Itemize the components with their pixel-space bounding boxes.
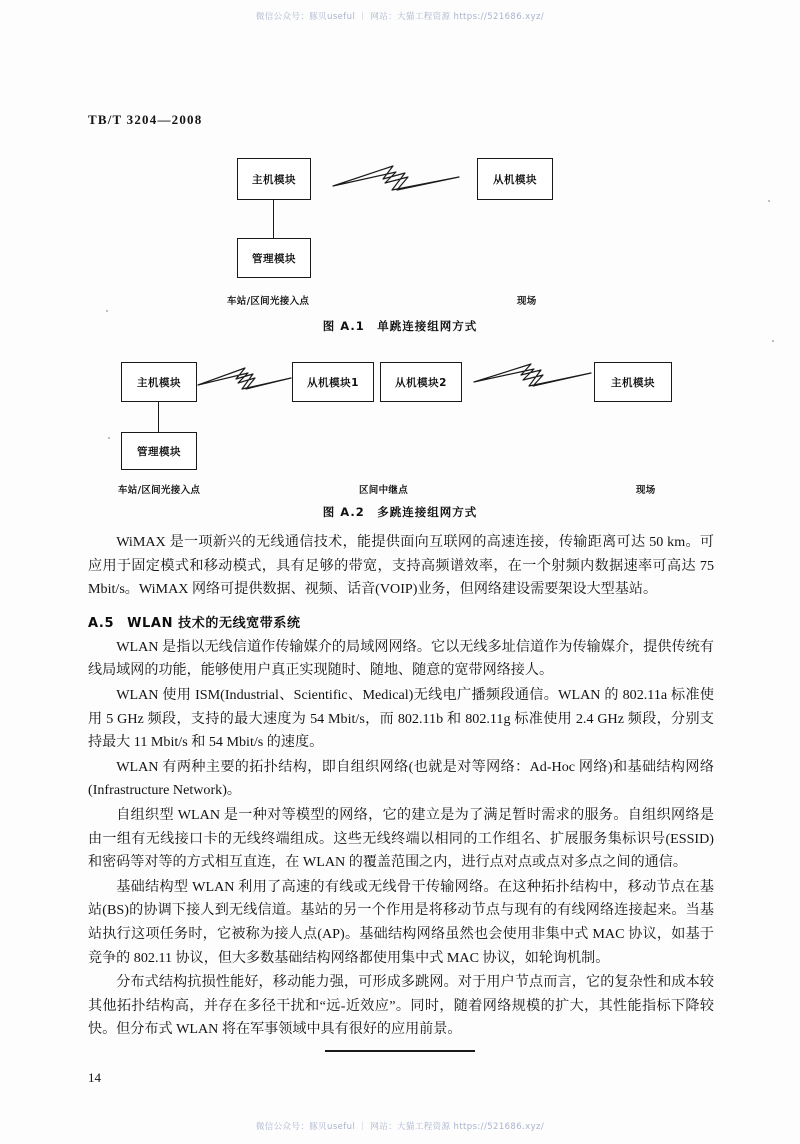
figure-a2-wireless-link-icon-right xyxy=(473,360,593,394)
zone-label-text: 车站/区间光接入点 xyxy=(227,296,310,307)
figure-a2-node-management-module xyxy=(121,432,197,470)
node-label: 主机模块 xyxy=(137,376,181,389)
section-number: A.5 xyxy=(88,615,115,631)
paragraph-wimax: WiMAX 是一项新兴的无线通信技术，能提供面向互联网的高速连接，传输距离可达 50 km。可应用于固定模式和移动模式，具有足够的带宽，支持高频谱效率，在一个射频内数据速率可高达 75 Mbit/s。WiMAX 网络可提供数据、视频、话音(VOIP)业务，但网络建设需要架设大型基站。 xyxy=(88,534,714,598)
figure-a2-node-host-module xyxy=(121,362,197,402)
body-text xyxy=(88,531,714,1043)
paragraph-adhoc-wlan: 自组织型 WLAN 是一种对等模型的网络，它的建立是为了满足暂时需求的服务。自组织网络是由一组有无线接口卡的无线终端组成。这些无线终端以相同的工作组名、扩展服务集标识号(ESSID)和密码等对等的方式相互直连，在 WLAN 的覆盖范围之内，进行点对点或点对多点之间的通信。 xyxy=(88,806,714,871)
standard-number-header: TB/T 3204—2008 xyxy=(88,112,203,127)
watermark-bottom: 微信公众号：豚贝useful ｜ 网站：大猫工程资源 https://521686.xyz/ xyxy=(255,1122,545,1132)
figure-a1-zone-field-site xyxy=(517,293,537,307)
figure-a2-node-slave-module-1 xyxy=(292,362,374,402)
scan-speck xyxy=(106,310,108,312)
paragraph-wlan-definition: WLAN 是指以无线信道作传输媒介的局域网网络。它以无线多址信道作为传输媒介，提供传统有线局域网的功能，能够使用户真正实现随时、随地、随意的宽带网络接人。 xyxy=(88,638,714,679)
node-label: 从机模块 xyxy=(493,173,537,186)
scan-speck xyxy=(768,200,770,202)
paragraph-wlan-topologies: WLAN 有两种主要的拓扑结构，即自组织网络(也就是对等网络：Ad-Hoc 网络)和基础结构网络(Infrastructure Network)。 xyxy=(88,758,714,799)
figure-a2-zone-section-relay-point xyxy=(359,482,408,496)
figure-a1-diagram xyxy=(0,150,800,305)
figure-a2-diagram xyxy=(0,352,800,496)
figure-a1-node-host-module xyxy=(237,158,311,200)
figure-a2-zone-field-site xyxy=(636,482,656,496)
paragraph-infrastructure-wlan: 基础结构型 WLAN 利用了高速的有线或无线骨干传输网络。在这种拓扑结构中，移动节点在基站(BS)的协调下接人到无线信道。基站的另一个作用是将移动节点与现有的有线网络连接起来。当基站执行这项任务时，它被称为接人点(AP)。基础结构网络虽然也会使用非集中式 MAC 协议，如基于竞争的 802.11 协议，但大多数基础结构网络都使用集中式 MAC 协议，如轮询机制。 xyxy=(88,878,714,966)
figure-a1-caption: 图 A.1 单跳连接组网方式 xyxy=(322,319,478,333)
paragraph-wlan-ism-bands: WLAN 使用 ISM(Industrial、Scientific、Medical)无线电广播频段通信。WLAN 的 802.11a 标准使用 5 GHz 频段，支持的最大速度为 54 Mbit/s，而 802.11b 和 802.11g 标准使用 2.4 GHz 频段，分别支持最大 11 Mbit/s 和 54 Mbit/s 的速度。 xyxy=(88,686,714,751)
node-label: 管理模块 xyxy=(252,252,296,265)
scan-speck xyxy=(108,437,110,439)
page-number: 14 xyxy=(88,1070,101,1085)
node-label: 从机模块1 xyxy=(307,376,359,389)
figure-a2-node-host-module-remote xyxy=(594,362,672,402)
figure-a2-zone-station-optical-access-point xyxy=(118,482,200,496)
figure-a2-wireless-link-icon-left xyxy=(197,364,293,398)
section-heading-a5 xyxy=(88,612,714,631)
section-title: WLAN 技术的无线宽带系统 xyxy=(127,615,301,631)
zone-label-text: 现场 xyxy=(636,485,656,496)
figure-a1-node-slave-module xyxy=(477,158,553,200)
figure-a2 xyxy=(0,352,800,520)
figure-a1-node-management-module xyxy=(237,238,311,278)
node-label: 管理模块 xyxy=(137,445,181,458)
zone-label-text: 区间中继点 xyxy=(359,485,409,496)
figure-a1 xyxy=(0,150,800,333)
scan-speck xyxy=(772,340,774,342)
figure-a2-connector-host-to-management xyxy=(158,402,159,432)
watermark-top: 微信公众号：豚贝useful ｜ 网站：大猫工程资源 https://521686.xyz/ xyxy=(255,12,545,22)
figure-a2-node-slave-module-2 xyxy=(380,362,462,402)
figure-a1-connector-host-to-management xyxy=(273,200,274,238)
figure-a1-wireless-link-icon xyxy=(331,160,461,200)
paragraph-distributed-structure: 分布式结构抗损性能好，移动能力强，可形成多跳网。对于用户节点而言，它的复杂性和成本较其他拓扑结构高，并存在多径干扰和“远-近效应”。同时，随着网络规模的扩大，其性能指标下降较快。但分布式 WLAN 将在军事领域中具有很好的应用前景。 xyxy=(88,974,714,1038)
footer-rule xyxy=(325,1050,475,1052)
node-label: 从机模块2 xyxy=(395,376,447,389)
figure-a1-zone-station-optical-access-point xyxy=(227,293,309,307)
zone-label-text: 现场 xyxy=(517,296,537,307)
node-label: 主机模块 xyxy=(252,173,296,186)
zone-label-text: 车站/区间光接入点 xyxy=(118,485,201,496)
node-label: 主机模块 xyxy=(611,376,655,389)
figure-a2-caption: 图 A.2 多跳连接组网方式 xyxy=(322,505,478,519)
